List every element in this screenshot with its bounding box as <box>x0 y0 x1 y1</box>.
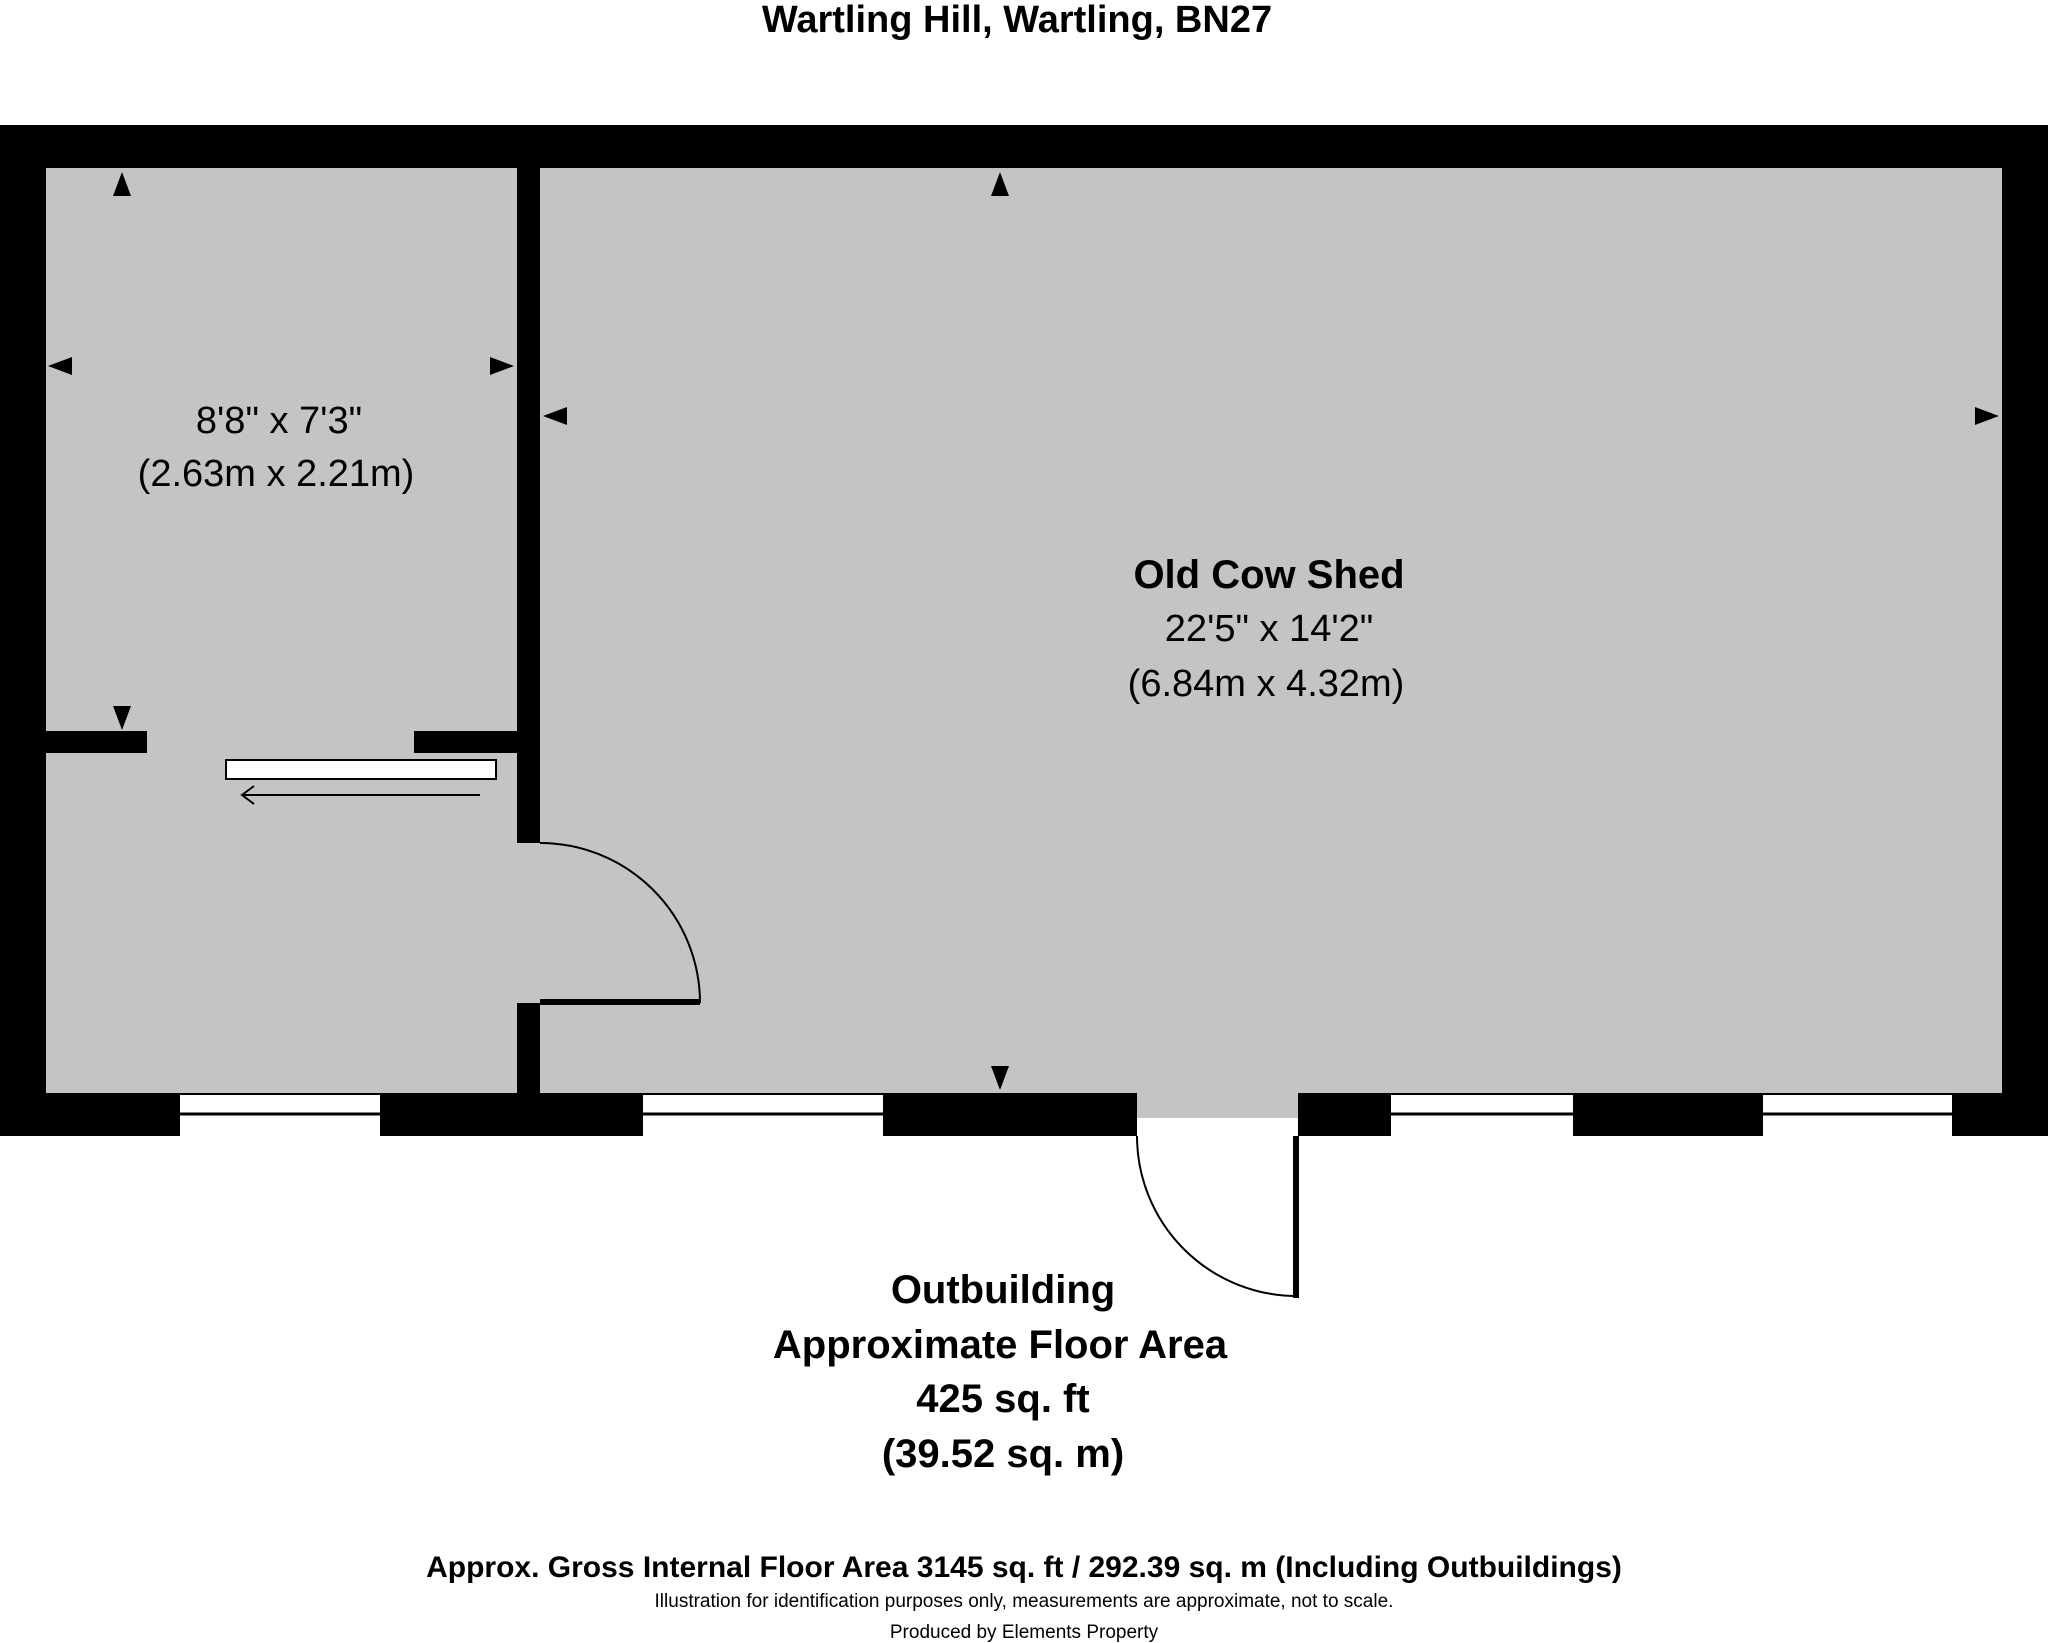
stub-wall-left <box>46 731 147 753</box>
entrance-gap <box>1137 1118 1298 1136</box>
window-3 <box>1391 1095 1573 1136</box>
partition-doorway <box>517 843 540 1003</box>
partition-wall-upper <box>517 168 540 843</box>
floor-area-label: Approximate Floor Area <box>772 1323 1228 1367</box>
gross-internal-area: Approx. Gross Internal Floor Area 3145 sq. ft / 292.39 sq. m (Including Outbuildings) <box>426 1551 1622 1584</box>
small-room-dimensions-metric: (2.63m x 2.21m) <box>137 453 415 495</box>
main-room-name: Old Cow Shed <box>1133 553 1405 597</box>
floor-area-metric: (39.52 sq. m) <box>881 1432 1125 1476</box>
window-4 <box>1763 1095 1952 1136</box>
main-room-dimensions-imperial: 22'5" x 14'2" <box>1164 608 1374 650</box>
entrance-threshold <box>1137 1093 1298 1118</box>
main-room-dimensions-metric: (6.84m x 4.32m) <box>1127 663 1405 705</box>
window-1 <box>180 1095 380 1136</box>
small-room-floor <box>46 168 517 1093</box>
internal-door-leaf <box>540 999 700 1005</box>
small-room-dimensions-imperial: 8'8" x 7'3" <box>195 400 363 442</box>
window-2 <box>643 1095 883 1136</box>
credit: Produced by Elements Property <box>889 1622 1159 1643</box>
entrance-door-leaf <box>1293 1136 1299 1298</box>
plan-title: Wartling Hill, Wartling, BN27 <box>761 0 1273 41</box>
disclaimer: Illustration for identification purposes only, measurements are approximate, not to scale. <box>654 1591 1394 1612</box>
floor-area-imperial: 425 sq. ft <box>916 1377 1090 1421</box>
stub-wall-right <box>414 731 517 753</box>
floor-name: Outbuilding <box>890 1268 1116 1312</box>
sliding-door <box>226 760 496 779</box>
partition-wall-lower <box>517 1003 540 1093</box>
entrance-door-swing <box>1137 1136 1297 1296</box>
